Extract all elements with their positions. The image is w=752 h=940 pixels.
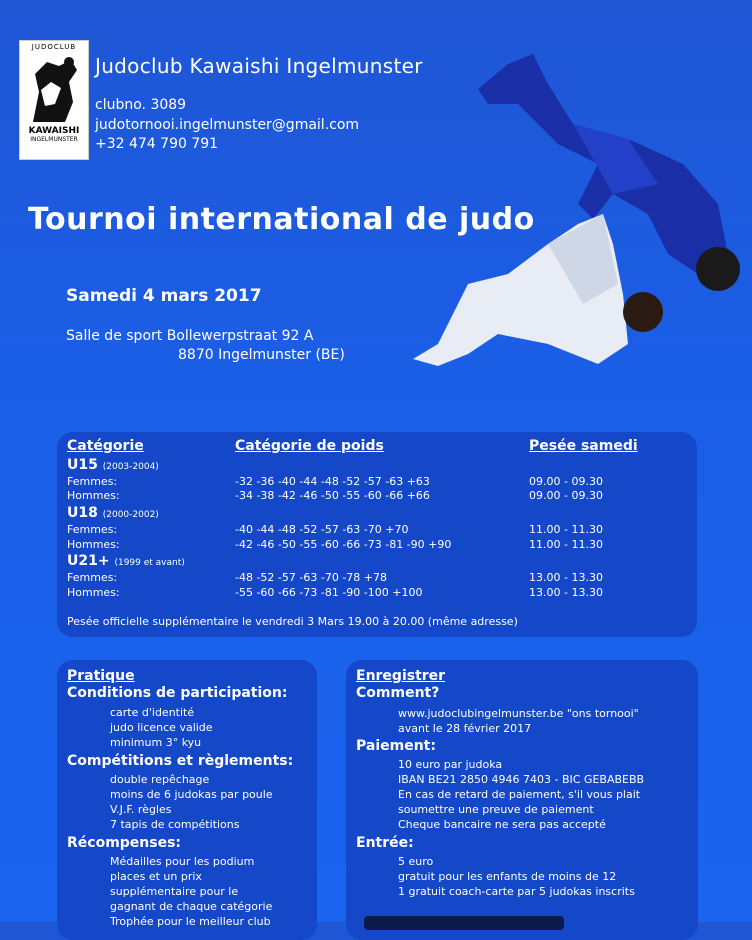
payment-item: IBAN BE21 2850 4946 7403 - BIC GEBABEBB bbox=[398, 773, 645, 786]
website-link[interactable]: www.judoclubingelmunster.be "ons tornooi" bbox=[398, 707, 639, 720]
registration-heading: Enregistrer bbox=[356, 668, 446, 684]
entry-item: 5 euro bbox=[398, 855, 434, 868]
row-time: 09.00 - 09.30 bbox=[529, 475, 603, 488]
group-name: U15 bbox=[67, 457, 98, 473]
deadline-text: avant le 28 février 2017 bbox=[398, 722, 532, 735]
reward-item: gagnant de chaque catégorie bbox=[110, 900, 273, 913]
row-label: Hommes: bbox=[67, 538, 120, 551]
logo-sub-text: INGELMUNSTER bbox=[30, 136, 78, 143]
condition-item: minimum 3° kyu bbox=[110, 736, 202, 749]
row-label: Hommes: bbox=[67, 586, 120, 599]
reward-item: Trophée pour le meilleur club bbox=[110, 915, 271, 928]
row-weights: -40 -44 -48 -52 -57 -63 -70 +70 bbox=[235, 523, 409, 536]
group-name: U18 bbox=[67, 505, 98, 521]
row-time: 11.00 - 11.30 bbox=[529, 523, 603, 536]
payment-item: En cas de retard de paiement, s'il vous plait bbox=[398, 788, 641, 801]
row-weights: -42 -46 -50 -55 -60 -66 -73 -81 -90 +90 bbox=[235, 538, 452, 551]
header-weight-category: Catégorie de poids bbox=[235, 438, 384, 454]
club-email: judotornooi.ingelmunster@gmail.com bbox=[95, 117, 360, 133]
row-time: 13.00 - 13.30 bbox=[529, 586, 603, 599]
payment-title: Paiement: bbox=[356, 738, 436, 754]
group-u18 bbox=[67, 505, 159, 521]
club-name: Judoclub Kawaishi Ingelmunster bbox=[95, 54, 423, 78]
group-u21 bbox=[67, 553, 185, 569]
club-logo bbox=[19, 40, 89, 160]
club-phone: +32 474 790 791 bbox=[95, 136, 219, 152]
header-weigh-in: Pesée samedi bbox=[529, 438, 638, 454]
logo-top-text: JUDOCLUB bbox=[31, 43, 77, 51]
entry-item: 1 gratuit coach-carte par 5 judokas inscrits bbox=[398, 885, 635, 898]
reward-item: supplémentaire pour le bbox=[110, 885, 239, 898]
condition-item: judo licence valide bbox=[110, 721, 213, 734]
competition-item: moins de 6 judokas par poule bbox=[110, 788, 273, 801]
footer-bar bbox=[364, 916, 564, 930]
entry-item: gratuit pour les enfants de moins de 12 bbox=[398, 870, 617, 883]
competition-item: 7 tapis de compétitions bbox=[110, 818, 240, 831]
competition-item: V.J.F. règles bbox=[110, 803, 172, 816]
row-label: Femmes: bbox=[67, 571, 118, 584]
club-number: clubno. 3089 bbox=[95, 97, 187, 113]
entry-title: Entrée: bbox=[356, 835, 414, 851]
conditions-title: Conditions de participation: bbox=[67, 685, 288, 701]
event-date: Samedi 4 mars 2017 bbox=[66, 286, 262, 306]
venue-line-2: 8870 Ingelmunster (BE) bbox=[178, 347, 345, 363]
group-name: U21+ bbox=[67, 553, 110, 569]
group-years: (2000-2002) bbox=[102, 510, 159, 520]
how-title: Comment? bbox=[356, 685, 440, 701]
row-label: Hommes: bbox=[67, 489, 120, 502]
practical-heading: Pratique bbox=[67, 668, 135, 684]
row-weights: -48 -52 -57 -63 -70 -78 +78 bbox=[235, 571, 387, 584]
header-category: Catégorie bbox=[67, 438, 144, 454]
group-years: (1999 et avant) bbox=[114, 558, 185, 568]
row-time: 13.00 - 13.30 bbox=[529, 571, 603, 584]
competition-item: double repêchage bbox=[110, 773, 210, 786]
payment-item: Cheque bancaire ne sera pas accepté bbox=[398, 818, 606, 831]
category-panel bbox=[57, 432, 697, 637]
registration-panel bbox=[346, 660, 698, 940]
rewards-title: Récompenses: bbox=[67, 835, 182, 851]
payment-item: 10 euro par judoka bbox=[398, 758, 503, 771]
logo-bottom-text: KAWAISHI bbox=[28, 126, 80, 136]
practical-panel bbox=[57, 660, 317, 940]
row-time: 11.00 - 11.30 bbox=[529, 538, 603, 551]
group-years: (2003-2004) bbox=[102, 462, 159, 472]
row-weights: -32 -36 -40 -44 -48 -52 -57 -63 +63 bbox=[235, 475, 430, 488]
weigh-in-note: Pesée officielle supplémentaire le vendredi 3 Mars 19.00 à 20.00 (même adresse) bbox=[67, 615, 518, 628]
row-label: Femmes: bbox=[67, 475, 118, 488]
reward-item: places et un prix bbox=[110, 870, 202, 883]
row-weights: -34 -38 -42 -46 -50 -55 -60 -66 +66 bbox=[235, 489, 430, 502]
payment-item: soumettre une preuve de paiement bbox=[398, 803, 594, 816]
page-title: Tournoi international de judo bbox=[28, 202, 535, 237]
row-time: 09.00 - 09.30 bbox=[529, 489, 603, 502]
row-weights: -55 -60 -66 -73 -81 -90 -100 +100 bbox=[235, 586, 423, 599]
venue-line-1: Salle de sport Bollewerpstraat 92 A bbox=[66, 328, 314, 344]
group-u15 bbox=[67, 457, 159, 473]
reward-item: Médailles pour les podium bbox=[110, 855, 255, 868]
row-label: Femmes: bbox=[67, 523, 118, 536]
judo-throw-icon bbox=[25, 52, 83, 126]
condition-item: carte d'identité bbox=[110, 706, 195, 719]
competitions-title: Compétitions et règlements: bbox=[67, 753, 294, 769]
